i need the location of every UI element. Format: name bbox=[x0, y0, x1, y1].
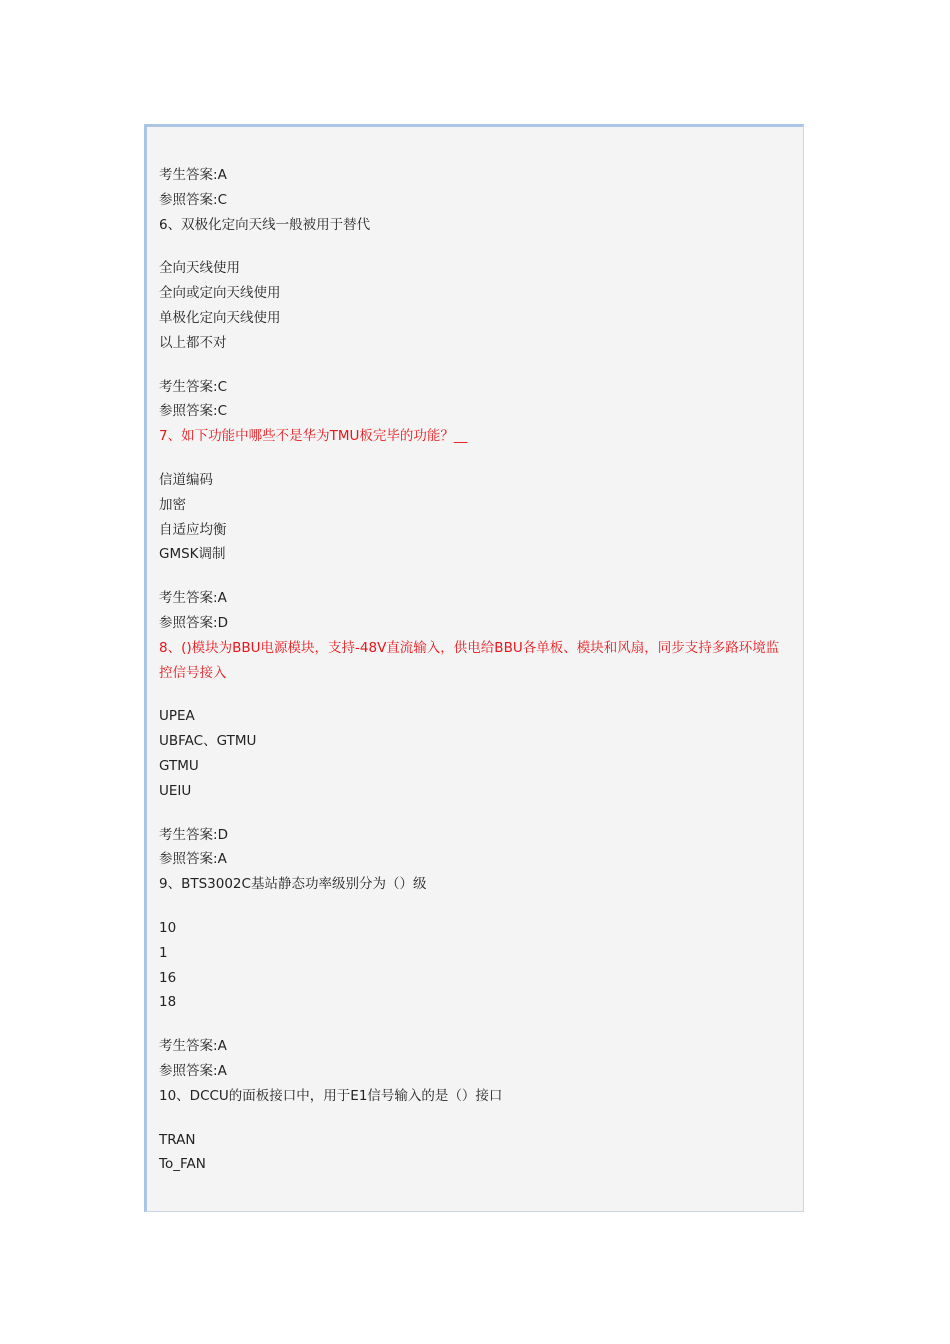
reference-answer: 参照答案:D bbox=[159, 614, 228, 631]
spacer bbox=[159, 897, 791, 916]
question-10-option-2: To_FAN bbox=[159, 1156, 206, 1173]
reference-answer: 参照答案:A bbox=[159, 851, 227, 868]
question-8-text: 8、()模块为BBU电源模块，支持-48V直流输入，供电给BBU各单板、模块和风扇，同步支持多路环境监控信号接入 bbox=[159, 639, 780, 681]
question-6-option-1: 全向天线使用 bbox=[159, 260, 240, 277]
question-6-option-2: 全向或定向天线使用 bbox=[159, 285, 281, 302]
exam-panel bbox=[144, 124, 804, 1212]
spacer bbox=[159, 567, 791, 586]
question-9-option-1: 10 bbox=[159, 919, 177, 936]
student-answer: 考生答案:A bbox=[159, 1038, 227, 1055]
question-10-option-1: TRAN bbox=[159, 1131, 196, 1148]
question-8-option-3: GTMU bbox=[159, 757, 199, 774]
question-9-option-3: 16 bbox=[159, 969, 177, 986]
student-answer: 考生答案:C bbox=[159, 378, 227, 395]
question-9-option-2: 1 bbox=[159, 944, 168, 961]
exam-content bbox=[159, 163, 791, 1177]
question-6-option-3: 单极化定向天线使用 bbox=[159, 309, 281, 326]
question-7-option-1: 信道编码 bbox=[159, 471, 213, 488]
question-6-option-4: 以上都不对 bbox=[159, 334, 227, 351]
student-answer: 考生答案:A bbox=[159, 590, 227, 607]
reference-answer: 参照答案:A bbox=[159, 1062, 227, 1079]
student-answer: 考生答案:D bbox=[159, 826, 228, 843]
question-8-option-2: UBFAC、GTMU bbox=[159, 733, 257, 750]
spacer bbox=[159, 1109, 791, 1128]
question-8-option-1: UPEA bbox=[159, 708, 195, 725]
spacer bbox=[159, 804, 791, 823]
question-8-option-4: UEIU bbox=[159, 782, 192, 799]
question-10-text: 10、DCCU的面板接口中，用于E1信号输入的是（）接口 bbox=[159, 1087, 503, 1104]
spacer bbox=[159, 237, 791, 256]
spacer bbox=[159, 449, 791, 468]
spacer bbox=[159, 685, 791, 704]
question-6-text: 6、双极化定向天线一般被用于替代 bbox=[159, 216, 371, 233]
question-7-option-3: 自适应均衡 bbox=[159, 521, 227, 538]
spacer bbox=[159, 356, 791, 375]
question-7-option-4: GMSK调制 bbox=[159, 546, 226, 563]
reference-answer: 参照答案:C bbox=[159, 403, 227, 420]
question-9-option-4: 18 bbox=[159, 994, 177, 1011]
question-7-option-2: 加密 bbox=[159, 496, 186, 513]
student-answer: 考生答案:A bbox=[159, 167, 227, 183]
reference-answer: 参照答案:C bbox=[159, 191, 227, 208]
spacer bbox=[159, 1015, 791, 1034]
question-7-text: 7、如下功能中哪些不是华为TMU板完毕的功能？__ bbox=[159, 428, 468, 445]
question-9-text: 9、BTS3002C基站静态功率级别分为（）级 bbox=[159, 876, 427, 893]
